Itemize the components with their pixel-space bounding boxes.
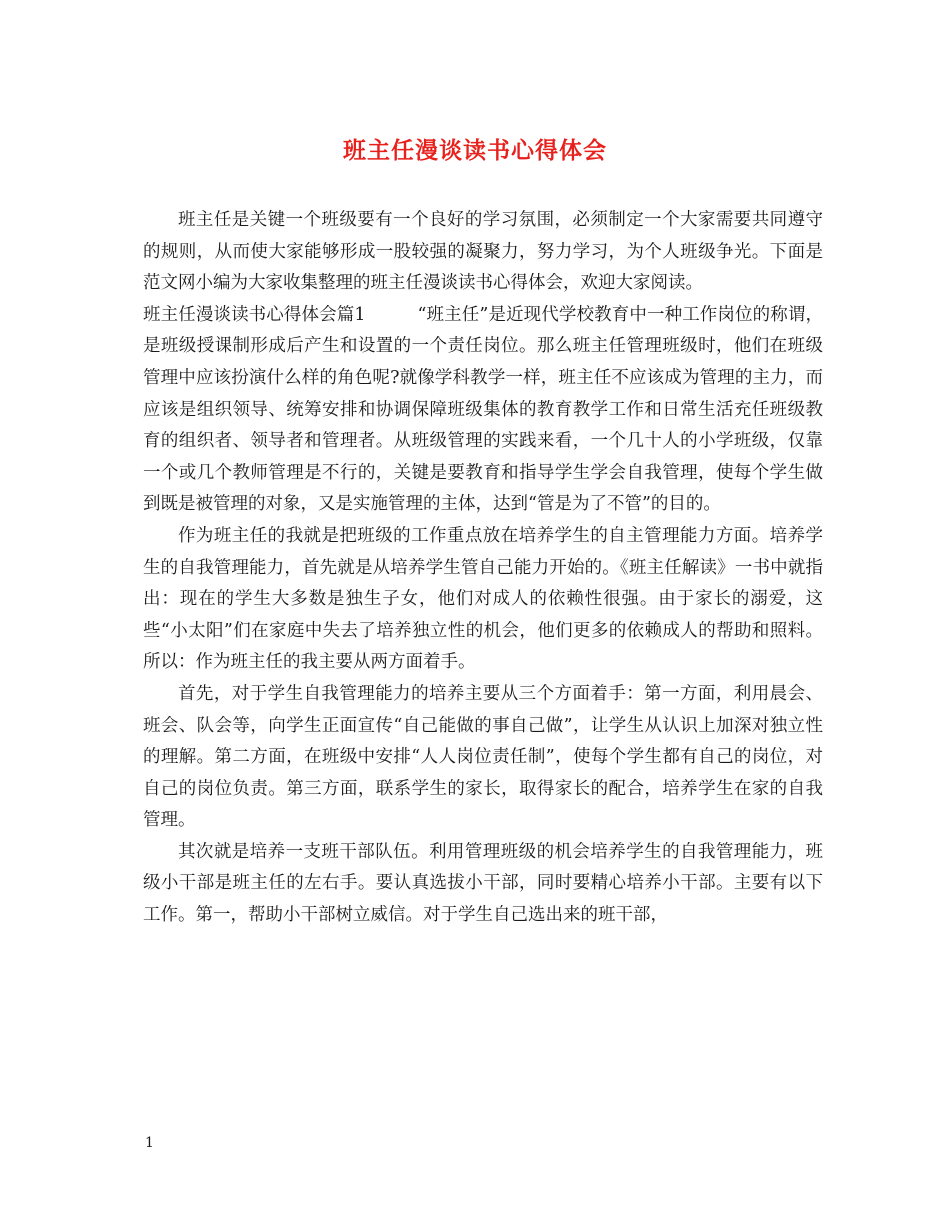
section-body: “班主任”是近现代学校教育中一种工作岗位的称谓，是班级授课制形成后产生和设置的一个责任岗位。那么班主任管理班级时，他们在班级管理中应该扮演什么样的角色呢?就像学科教学一样，班主任不应该成为管理的主力，而应该是组织领导、统筹安排和协调保障班级集体的教育教学工作和日常生活充任班级教育的组织者、领导者和管理者。从班级管理的实践来看，一个几十人的小学班级，仅靠一个或几个教师管理是不行的，关键是要教育和指导学生学会自我管理，使每个学生做到既是被管理的对象，又是实施管理的主体，达到“管是为了不管”的目的。 xyxy=(143,304,823,515)
page-number: 1 xyxy=(145,1135,154,1151)
document-title: 班主任漫谈读书心得体会 xyxy=(343,137,607,164)
body-paragraph: 首先，对于学生自我管理能力的培养主要从三个方面着手：第一方面，利用晨会、班会、队会等，向学生正面宣传“自己能做的事自己做”，让学生从认识上加深对独立性的理解。第二方面，在班级中安排“人人岗位责任制”，使每个学生都有自己的岗位，对自己的岗位负责。第三方面，联系学生的家长，取得家长的配合，培养学生在家的自我管理。 xyxy=(143,683,823,831)
document-body xyxy=(143,205,823,932)
body-paragraph: 其次就是培养一支班干部队伍。利用管理班级的机会培养学生的自我管理能力，班级小干部是班主任的左右手。要认真选拔小干部，同时要精心培养小干部。主要有以下工作。第一，帮助小干部树立威信。对于学生自己选出来的班干部， xyxy=(143,841,823,926)
body-paragraph: 作为班主任的我就是把班级的工作重点放在培养学生的自主管理能力方面。培养学生的自我管理能力，首先就是从培养学生管自己能力开始的。《班主任解读》一书中就指出：现在的学生大多数是独生子女，他们对成人的依赖性很强。由于家长的溺爱，这些“小太阳”们在家庭中失去了培养独立性的机会，他们更多的依赖成人的帮助和照料。所以：作为班主任的我主要从两方面着手。 xyxy=(143,525,823,673)
section-paragraph xyxy=(143,300,823,521)
intro-paragraph: 班主任是关键一个班级要有一个良好的学习氛围，必须制定一个大家需要共同遵守的规则，从而使大家能够形成一股较强的凝聚力，努力学习，为个人班级争光。下面是范文网小编为大家收集整理的班主任漫谈读书心得体会，欢迎大家阅读。 xyxy=(143,210,823,294)
section-heading: 班主任漫谈读书心得体会篇1 xyxy=(143,304,366,325)
